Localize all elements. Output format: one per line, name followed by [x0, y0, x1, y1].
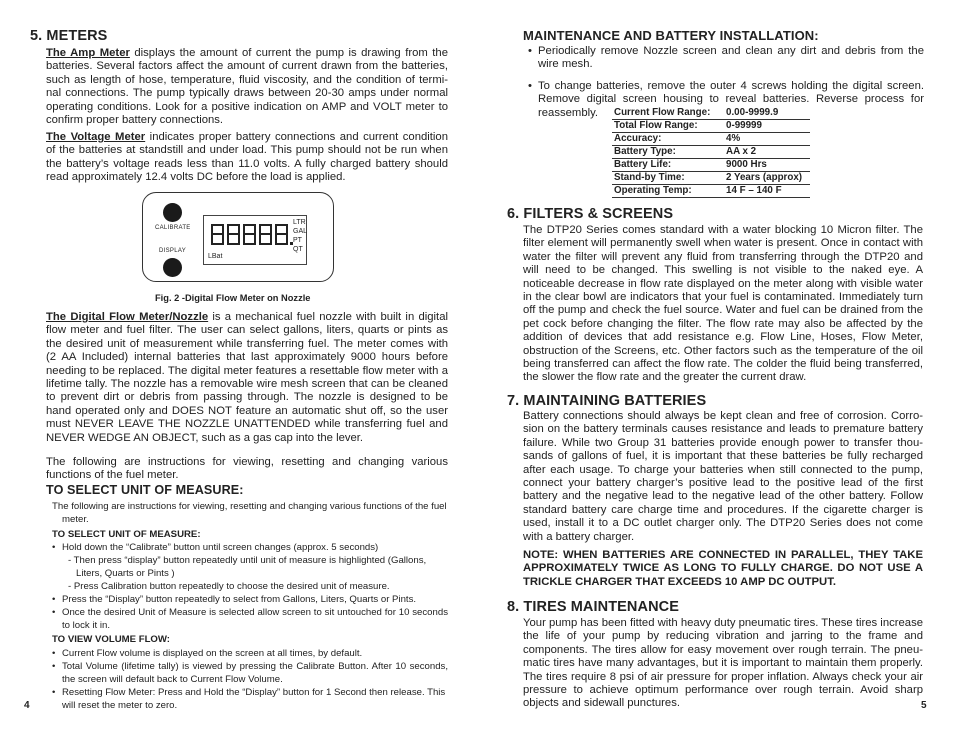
spec-value: 0.00-9999.9: [724, 107, 810, 120]
small-select-heading: TO SELECT UNIT OF MEASURE:: [52, 529, 201, 540]
flow-meter-figure: [142, 192, 334, 282]
select-unit-heading: TO SELECT UNIT OF MEASURE:: [46, 483, 244, 497]
list-item: • Hold down the “Calibrate” button until screen changes (approx. 5 seconds): [52, 542, 379, 553]
table-row: [612, 185, 810, 198]
low-battery-label: LBat: [208, 253, 223, 260]
amp-meter-text: displays the amount of current the pump is drawing from the batteries. Several factors affect the amount of current drawn from the batteries, such as length of hose, temperature, fluid viscosity, and the condition of termi-nal connections. The pump typically draws between 20-30 amps under normal operating conditions. Look for a positive indication on AMP and VOLT meter to confirm proper battery connections.: [46, 47, 448, 127]
spec-value: 2 Years (approx): [724, 172, 810, 185]
digital-meter-paragraph: [46, 311, 448, 445]
amp-meter-label: The Amp Meter: [46, 47, 130, 59]
voltage-meter-paragraph: [46, 131, 448, 185]
list-item: • Total Volume (lifetime tally) is viewed by pressing the Calibrate Button. After 10 seconds, the screen will default back to Current Flow Volume.: [52, 661, 448, 685]
spec-label: Operating Temp:: [612, 185, 724, 198]
view-volume-list: [52, 647, 448, 712]
table-row: [612, 107, 810, 120]
table-row: [612, 159, 810, 172]
amp-meter-paragraph: [46, 47, 448, 127]
list-item: • Once the desired Unit of Measure is selected allow screen to sit untouched for 10 seconds to lock it in.: [52, 607, 448, 631]
display-button: [163, 258, 182, 277]
tires-paragraph: Your pump has been fitted with heavy duty pneumatic tires. These tires increase the life of your pump by reducing vibration and jarring to the frame and components. The tires allow for easy movement over rough terrain. The pneu-matic tires have many advantages, but it is important to maintain them properly. The tires require 8 psi of air pressure for proper inflation. Always check your air pressure to achieve optimum performance over rough terrain. Avoid sharp objects and sidewall punctures.: [523, 617, 924, 710]
table-row: [612, 133, 810, 146]
list-item: • Resetting Flow Meter: Press and Hold the “Display” button for 1 Second then release. This will reset the meter to zero.: [52, 687, 446, 711]
spec-label: Battery Type:: [612, 146, 724, 159]
voltage-meter-label: The Voltage Meter: [46, 131, 146, 143]
list-item: - Press Calibration button repeatedly to choose the desired unit of measure.: [68, 581, 390, 592]
section-5-title: 5. METERS: [30, 28, 108, 44]
spec-value: 0-99999: [724, 120, 810, 133]
table-row: [612, 172, 810, 185]
lcd-digit: [227, 224, 240, 245]
spec-label: Stand-by Time:: [612, 172, 724, 185]
lcd-digit: [243, 224, 256, 245]
display-label: DISPLAY: [159, 248, 186, 254]
maintenance-title: MAINTENANCE AND BATTERY INSTALLATION:: [523, 28, 819, 43]
spec-label: Current Flow Range:: [612, 107, 724, 120]
list-item: • Press the “Display” button repeatedly to select from Gallons, Liters, Quarts or Pints.: [52, 594, 417, 605]
spec-label: Battery Life:: [612, 159, 724, 172]
page-number-left: 4: [24, 700, 30, 711]
batteries-paragraph: Battery connections should always be kept clean and free of corrosion. Corro-sion on the battery terminals causes resistance and leads to premature battery failure. While two Group 31 batteries provide enough power to transfer thou-sands of gallons of fuel, it is important that these batteries be fully recharged after each usage. To charge your batteries when still connected to the pump, connect your battery charger’s positive lead to the positive lead of the first battery and the negative lead to the negative lead of the other battery. Follow standard battery care charge time and procedures. If the cigarette charger is used, install it to a DC outlet charger only. The DTP20 Series does not come with a battery charger.: [523, 410, 923, 543]
spec-table: [612, 107, 810, 198]
list-item: • To change batteries, remove the outer 4 screws holding the digital screen. Remove digital screen housing to reveal batteries. Reverse process for reassembly.: [528, 79, 924, 119]
battery-note: NOTE: WHEN BATTERIES ARE CONNECTED IN PARALLEL, THEY TAKE APPROXIMATELY TWICE AS LONG TO FULLY CHARGE. DO NOT USE A TRICKLE CHARGER THAT EXCEEDS 10 AMP DC OUTPUT.: [523, 549, 923, 588]
lcd-digit: [275, 224, 288, 245]
unit-labels: [293, 218, 307, 254]
list-item: • Periodically remove Nozzle screen and clean any dirt and debris from the wire mesh.: [528, 45, 924, 71]
calibrate-label: CALIBRATE: [155, 225, 191, 231]
filters-title: 6. FILTERS & SCREENS: [507, 206, 674, 222]
voltage-meter-text: indicates proper battery connections and current condition of the batteries at standstill and under load. This pump should not be run when the battery’s voltage reads less than 11.0 volts. A fully charged battery should read approximately 12.4 volts DC before the load is applied.: [46, 131, 448, 184]
select-unit-list: [52, 541, 448, 632]
spec-value: 14 F – 140 F: [724, 185, 810, 198]
spec-value: 9000 Hrs: [724, 159, 810, 172]
spec-label: Total Flow Range:: [612, 120, 724, 133]
spec-label: Accuracy:: [612, 133, 724, 146]
lcd-screen: [203, 215, 307, 265]
instructions-intro: The following are instructions for viewing, resetting and changing various functions of the fuel meter.: [46, 456, 448, 482]
figure-caption: Fig. 2 -Digital Flow Meter on Nozzle: [155, 293, 311, 303]
spec-value: 4%: [724, 133, 810, 146]
unit-pt: PT: [293, 237, 302, 244]
spec-value: AA x 2: [724, 146, 810, 159]
calibrate-button: [163, 203, 182, 222]
list-item: - Then press “display” button repeatedly until unit of measure is highlighted (Gallons, Liters, Quarts or Pints ): [68, 555, 427, 579]
batteries-title: 7. MAINTAINING BATTERIES: [507, 393, 707, 409]
lcd-digit: [211, 224, 224, 245]
unit-qt: QT: [293, 246, 303, 253]
tires-title: 8. TIRES MAINTENANCE: [507, 599, 679, 615]
small-intro: The following are instructions for viewing, resetting and changing various functions of the fuel meter.: [52, 501, 447, 525]
unit-gal: GAL: [293, 228, 308, 235]
filters-paragraph: The DTP20 Series comes standard with a water blocking 10 Micron filter. The filter element will permanently swell when water is present. Once in contact with water the filter will prevent any fluid from transferring through the DTP20 and will need to be changed. This swelling is not visible to the naked eye. A noticeable decrease in flow rate displayed on the meter along with visible water in the clear bowl are indicators that your fuel is contaminated. Immediately turn off the pump and check the fuel source. Water and fuel can be drained from the pet cock before changing the filter. The flow rate may also be affected by the addition of devices that add resistance e.g. Flow Line, Hoses, Flow Meter, obstruction of the Screens, etc. Other factors such as the temperature of the oil being transferred can affect the flow rate. The colder the fluid being transferred, the slower the flow rate and the greater the current draw.: [523, 224, 923, 384]
unit-ltr: LTR: [293, 219, 306, 226]
list-item: • Current Flow volume is displayed on the screen at all times, by default.: [52, 648, 363, 659]
table-row: [612, 120, 810, 133]
digital-meter-text: is a mechanical fuel nozzle with built in digital flow meter and fuel filter. The user can select gallons, liters, quarts or pints as the desired unit of measurement while transferring fuel. The meter comes with (2 AA Included) internal batteries that last approximately 9000 hours before needing to be replaced. The digital meter features a resettable flow meter with a lifetime tally. The nozzle has a removable wire mesh screen that can be cleaned to prevent dirt or debris from passing through. The nozzle is designed to be hand operated only and DOES NOT feature an automatic shut off, so the user must NEVER LEAVE THE NOZZLE UNATTENDED while transferring fuel and NEVER WEDGE AN OBJECT, such as a gas cap into the lever.: [46, 311, 448, 444]
digital-meter-label: The Digital Flow Meter/Nozzle: [46, 311, 209, 323]
page-number-right: 5: [921, 700, 927, 711]
lcd-digit: [259, 224, 272, 245]
table-row: [612, 146, 810, 159]
view-volume-heading: TO VIEW VOLUME FLOW:: [52, 634, 170, 645]
